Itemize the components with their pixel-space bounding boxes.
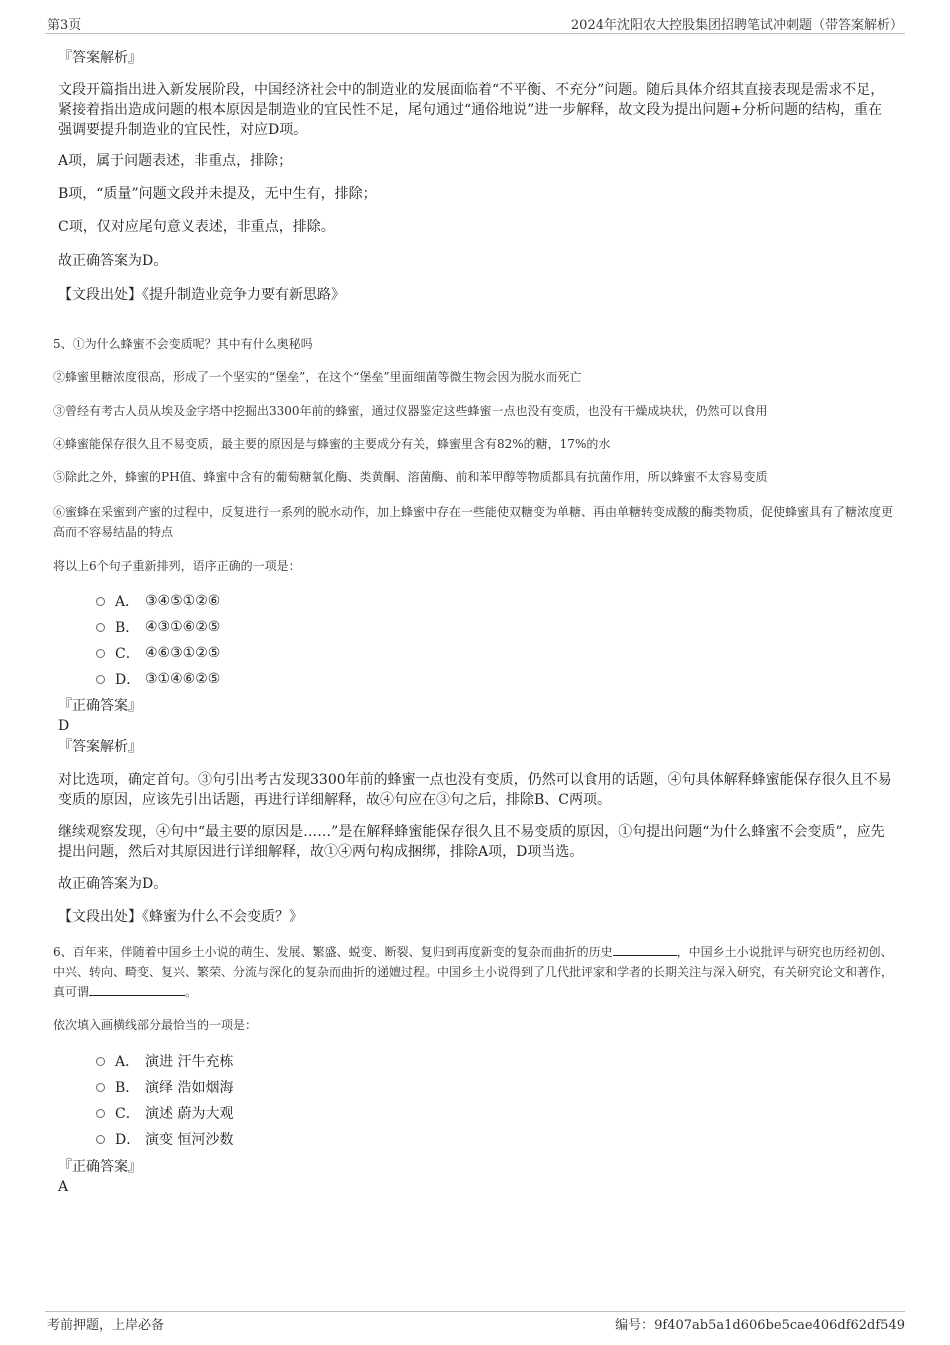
radio-icon[interactable] <box>96 1135 105 1144</box>
q5-sentence-5: ⑤除此之外，蜂蜜的PH值、蜂蜜中含有的葡萄糖氧化酶、类黄酮、溶菌酶、前和苯甲醇等物质都具有抗菌作用，所以蜂蜜不太容易变质 <box>53 470 768 484</box>
q5-prompt: 将以上6个句子重新排列，语序正确的一项是： <box>53 559 301 573</box>
page-number: 第3页 <box>47 18 82 33</box>
radio-icon[interactable] <box>96 623 105 632</box>
q6-stem <box>53 942 893 1002</box>
option-text: ④⑥③①②⑤ <box>145 645 221 661</box>
q5-conclusion: 故正确答案为D。 <box>58 876 168 892</box>
option-letter: A． <box>115 594 140 610</box>
q5-sentence-4: ④蜂蜜能保存很久且不易变质，最主要的原因是与蜂蜜的主要成分有关，蜂蜜里含有82%的糖，17%的水 <box>53 437 611 451</box>
document-title: 2024年沈阳农大控股集团招聘笔试冲刺题（带答案解析） <box>570 18 903 33</box>
q6-prompt: 依次填入画横线部分最恰当的一项是： <box>53 1018 258 1032</box>
q6-option-d[interactable] <box>96 1129 233 1149</box>
q6-blank-1 <box>613 943 677 956</box>
option-text: ④③①⑥②⑤ <box>145 619 221 635</box>
header-divider <box>45 33 905 34</box>
q6-stem-part-3: 。 <box>185 985 198 999</box>
option-letter: D． <box>115 672 141 688</box>
q4-analysis-paragraph: 文段开篇指出进入新发展阶段，中国经济社会中的制造业的发展面临着“不平衡、不充分”问题。随后具体介绍其直接表现是需求不足，紧接着指出造成问题的根本原因是制造业的宜民性不足，尾句通过“通俗地说”进一步解释，故文段为提出问题+分析问题的结构，重在强调要提升制造业的宜民性，对应D项。 <box>58 82 885 138</box>
q4-conclusion: 故正确答案为D。 <box>58 253 168 269</box>
q6-answer: A <box>58 1179 69 1195</box>
q6-stem-part-1: 6、百年来，伴随着中国乡土小说的萌生、发展、繁盛、蜕变、断裂、复归到再度新变的复杂而曲折的历史 <box>53 945 613 959</box>
footer-slogan: 考前押题，上岸必备 <box>47 1318 165 1333</box>
q5-option-a[interactable] <box>96 591 220 611</box>
q5-analysis-label: 『答案解析』 <box>58 739 142 755</box>
radio-icon[interactable] <box>96 649 105 658</box>
q5-analysis-paragraph-2: 继续观察发现，④句中“最主要的原因是……”是在解释蜂蜜能保存很久且不易变质的原因，①句提出问题“为什么蜂蜜不会变质”，应先提出问题，然后对其原因进行详细解释，故①④两句构成捆绑，排除A项，D项当选。 <box>58 824 885 860</box>
q5-sentence-6: ⑥蜜蜂在采蜜到产蜜的过程中，反复进行一系列的脱水动作，加上蜂蜜中存在一些能使双糖变为单糖、再由单糖转变成酸的酶类物质，促使蜂蜜具有了糖浓度更高而不容易结晶的特点 <box>53 505 894 539</box>
option-text: ③①④⑥②⑤ <box>145 671 221 687</box>
q4-source: 【文段出处】《提升制造业竞争力要有新思路》 <box>58 287 345 303</box>
q5-source: 【文段出处】《蜂蜜为什么不会变质？》 <box>58 909 303 925</box>
q6-option-b[interactable] <box>96 1077 233 1097</box>
q5-analysis-paragraph-1: 对比选项，确定首句。③句引出考古发现3300年前的蜂蜜一点也没有变质，仍然可以食用的话题，④句具体解释蜂蜜能保存很久且不易变质的原因，应该先引出话题，再进行详细解释，故④句应在③句之后，排除B、C两项。 <box>58 772 892 808</box>
option-letter: A． <box>115 1054 140 1070</box>
q5-sentence-3: ③曾经有考古人员从埃及金字塔中挖掘出3300年前的蜂蜜，通过仪器鉴定这些蜂蜜一点也没有变质，也没有干燥成块状，仍然可以食用 <box>53 404 768 418</box>
q6-blank-2 <box>89 983 185 996</box>
option-text: 演绎 浩如烟海 <box>145 1080 234 1096</box>
radio-icon[interactable] <box>96 1083 105 1092</box>
q6-answer-label: 『正确答案』 <box>58 1159 142 1175</box>
q5-answer-label: 『正确答案』 <box>58 698 142 714</box>
q4-analysis-option-c: C项，仅对应尾句意义表述，非重点，排除。 <box>58 219 335 235</box>
option-letter: C． <box>115 646 140 662</box>
q4-analysis-option-b: B项，“质量”问题文段并未提及，无中生有，排除； <box>58 186 377 202</box>
radio-icon[interactable] <box>96 597 105 606</box>
option-letter: B． <box>115 620 140 636</box>
q6-option-c[interactable] <box>96 1103 233 1123</box>
radio-icon[interactable] <box>96 1109 105 1118</box>
option-letter: D． <box>115 1132 141 1148</box>
radio-icon[interactable] <box>96 1057 105 1066</box>
footer-divider <box>45 1311 905 1312</box>
q4-analysis-option-a: A项，属于问题表述，非重点，排除； <box>58 153 293 169</box>
option-text: 演变 恒河沙数 <box>145 1132 234 1148</box>
option-text: 演进 汗牛充栋 <box>145 1054 234 1070</box>
q6-option-a[interactable] <box>96 1051 233 1071</box>
q5-sentence-1: 5、①为什么蜂蜜不会变质呢？其中有什么奥秘吗 <box>53 337 313 351</box>
q6-stem-part-2: ，中国乡土小说批评与研究也历经初创、中兴、转向、畸变、复兴、繁荣、分流与深化的复杂而曲折的递嬗过程。中国乡土小说得到了几代批评家和学者的长期关注与深入研究，有关研究论文和著作，真可谓 <box>53 945 894 999</box>
option-text: 演述 蔚为大观 <box>145 1106 234 1122</box>
footer-document-id: 编号：9f407ab5a1d606be5cae406df62df549 <box>615 1318 905 1333</box>
radio-icon[interactable] <box>96 675 105 684</box>
q4-analysis-label: 『答案解析』 <box>58 50 142 66</box>
q5-sentence-2: ②蜂蜜里糖浓度很高，形成了一个坚实的“堡垒”，在这个“堡垒”里面细菌等微生物会因为脱水而死亡 <box>53 370 582 384</box>
q5-option-c[interactable] <box>96 643 220 663</box>
q5-option-d[interactable] <box>96 669 220 689</box>
option-letter: C． <box>115 1106 140 1122</box>
option-text: ③④⑤①②⑥ <box>145 593 221 609</box>
q5-answer: D <box>58 718 70 734</box>
q5-option-b[interactable] <box>96 617 220 637</box>
option-letter: B． <box>115 1080 140 1096</box>
